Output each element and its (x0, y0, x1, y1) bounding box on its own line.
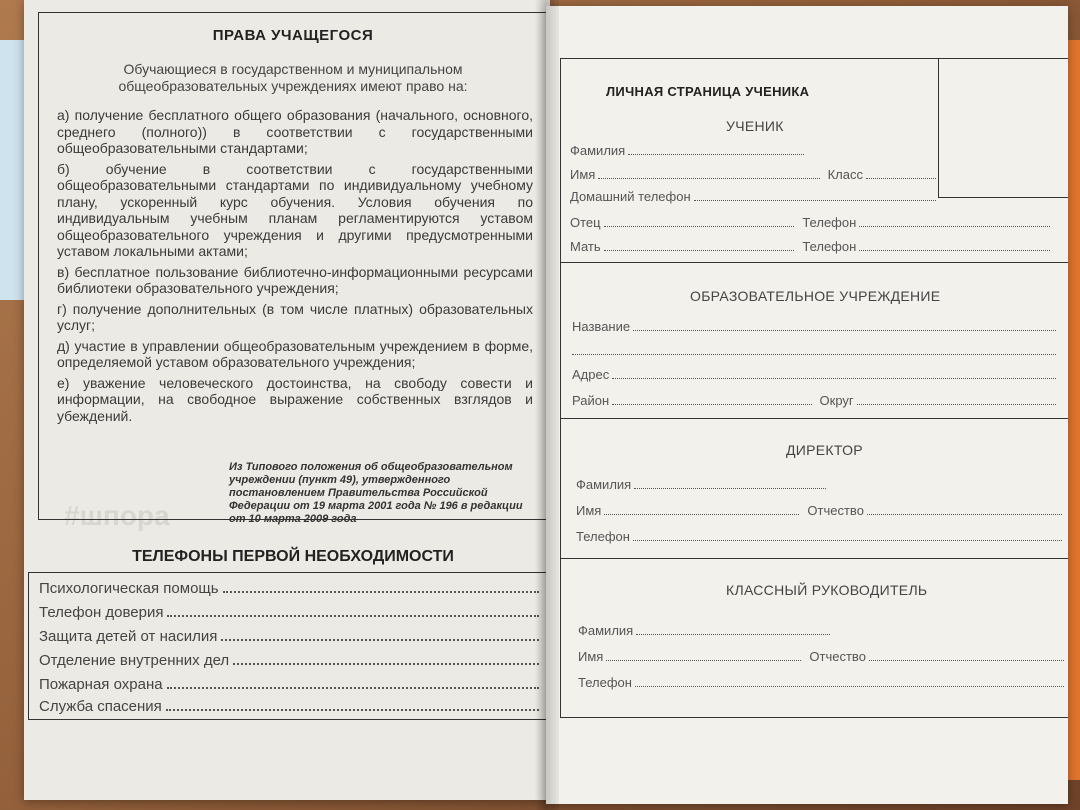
field-label: Отчество (807, 503, 864, 518)
dotted-line (612, 378, 1056, 379)
phone-row-label: Пожарная охрана (39, 676, 163, 693)
cover-edge (1066, 40, 1080, 780)
director-section-title: ДИРЕКТОР (786, 442, 863, 458)
field-label: Телефон (802, 215, 857, 230)
section-divider (560, 558, 1068, 559)
school-name-continued-field[interactable] (572, 340, 1056, 358)
dotted-line (694, 200, 936, 201)
phone-row[interactable] (39, 647, 539, 669)
dotted-line (633, 330, 1056, 331)
teacher-phone-field[interactable] (578, 672, 1064, 690)
phone-row[interactable] (39, 693, 539, 715)
field-label: Фамилия (576, 477, 632, 492)
teacher-section-title: КЛАССНЫЙ РУКОВОДИТЕЛЬ (726, 582, 928, 598)
phone-row-label: Защита детей от насилия (39, 628, 218, 645)
rights-item: б) обучение в соответствии с государственными общеобразовательными стандартами по индивидуальному учебному плану, ускоренный курс обучения. Условия обучения по индивидуальным учебным планам регламентируются уставом общеобразовательного учреждения и другими предусмотренными уставом локальными актами; (57, 160, 533, 259)
district-field[interactable] (572, 390, 1056, 408)
field-label: Адрес (572, 367, 610, 382)
dotted-line (869, 660, 1064, 661)
field-label: Домашний телефон (570, 189, 691, 204)
dotted-line (867, 514, 1062, 515)
dotted-line (866, 178, 936, 179)
school-name-field[interactable] (572, 316, 1056, 334)
student-surname-field[interactable] (570, 140, 804, 158)
dotted-line (166, 709, 539, 711)
director-surname-field[interactable] (576, 474, 826, 492)
rights-intro: Обучающиеся в государственном и муниципальном общеобразовательных учреждениях имеют право на: (118, 61, 468, 94)
field-label: Имя (576, 503, 602, 518)
dotted-line (635, 686, 1064, 687)
dotted-line (606, 660, 801, 661)
field-label: Телефон (576, 529, 630, 544)
dotted-line (167, 615, 539, 617)
phone-row-label: Психологическая помощь (39, 580, 219, 597)
dotted-line (604, 514, 799, 515)
field-label: Название (572, 319, 631, 334)
rights-item: е) уважение человеческого достоинства, на свободу совести и информации, на свободное выражение собственных взглядов и убеждений. (57, 374, 533, 424)
watermark-graphic: #шпора (64, 500, 170, 531)
school-section-title: ОБРАЗОВАТЕЛЬНОЕ УЧРЕЖДЕНИЕ (690, 288, 941, 304)
rights-title: ПРАВА УЧАЩЕГОСЯ (212, 27, 374, 44)
dotted-line (598, 178, 819, 179)
field-label: Фамилия (578, 623, 634, 638)
phone-row[interactable] (39, 599, 539, 621)
dotted-line (572, 354, 1056, 355)
phone-row[interactable] (39, 575, 539, 597)
director-phone-field[interactable] (576, 526, 1062, 544)
dotted-line (221, 639, 539, 641)
student-section-title: УЧЕНИК (726, 118, 784, 134)
dotted-line (634, 488, 826, 489)
home-phone-field[interactable] (570, 186, 936, 204)
field-label: Класс (827, 167, 863, 182)
rights-item: д) участие в управлении общеобразовательным учреждением в форме, определяемой уставом образовательного учреждения; (57, 337, 533, 370)
dotted-line (612, 404, 811, 405)
field-label: Отец (570, 215, 601, 230)
director-name-field[interactable] (576, 500, 1062, 518)
phones-title: ТЕЛЕФОНЫ ПЕРВОЙ НЕОБХОДИМОСТИ (132, 548, 454, 565)
dotted-line (167, 687, 539, 689)
dotted-line (604, 250, 795, 251)
phone-row-label: Телефон доверия (39, 604, 164, 621)
field-label: Телефон (802, 239, 857, 254)
personal-page-title: ЛИЧНАЯ СТРАНИЦА УЧЕНИКА (606, 84, 810, 99)
teacher-name-field[interactable] (578, 646, 1064, 664)
rights-item: а) получение бесплатного общего образования (начального, основного, среднего (полного)) в соответствии с государственными общеобразовательными стандартами; (57, 107, 533, 156)
address-field[interactable] (572, 364, 1056, 382)
rights-list (57, 107, 533, 428)
field-label: Фамилия (570, 143, 626, 158)
source-note: Из Типового положения об общеобразовательном учреждении (пункт 49), утвержденного постановлением Правительства Российской Федерации от 19 марта 2001 года № 196 в редакции от 10 марта 2009 года (229, 461, 523, 525)
student-rights-box (38, 12, 548, 525)
phone-row[interactable] (39, 671, 539, 693)
dotted-line (857, 404, 1056, 405)
field-label: Телефон (578, 675, 632, 690)
field-label: Район (572, 393, 610, 408)
section-divider (560, 262, 1068, 263)
rights-item: г) получение дополнительных (в том числе платных) образовательных услуг; (57, 300, 533, 333)
father-field[interactable] (570, 212, 1050, 230)
dotted-line (223, 591, 539, 593)
phone-row-label: Отделение внутренних дел (39, 652, 230, 669)
phone-row-label: Служба спасения (39, 698, 162, 715)
dotted-line (633, 540, 1062, 541)
dotted-line (628, 154, 804, 155)
dotted-line (859, 226, 1050, 227)
field-label: Отчество (809, 649, 866, 664)
field-label: Округ (819, 393, 854, 408)
dotted-line (233, 663, 539, 665)
photo-box[interactable] (938, 58, 1068, 198)
dotted-line (636, 634, 830, 635)
phones-box (28, 572, 548, 720)
right-page (546, 6, 1068, 804)
field-label: Имя (578, 649, 604, 664)
dotted-line (604, 226, 795, 227)
mother-field[interactable] (570, 236, 1050, 254)
field-label: Мать (570, 239, 601, 254)
dotted-line (859, 250, 1050, 251)
teacher-surname-field[interactable] (578, 620, 830, 638)
field-label: Имя (570, 167, 596, 182)
phone-row[interactable] (39, 623, 539, 645)
left-page (24, 0, 550, 800)
section-divider (560, 418, 1068, 419)
student-name-class-field[interactable] (570, 164, 936, 182)
rights-item: в) бесплатное пользование библиотечно-информационными ресурсами библиотеки образовательного учреждения; (57, 263, 533, 296)
